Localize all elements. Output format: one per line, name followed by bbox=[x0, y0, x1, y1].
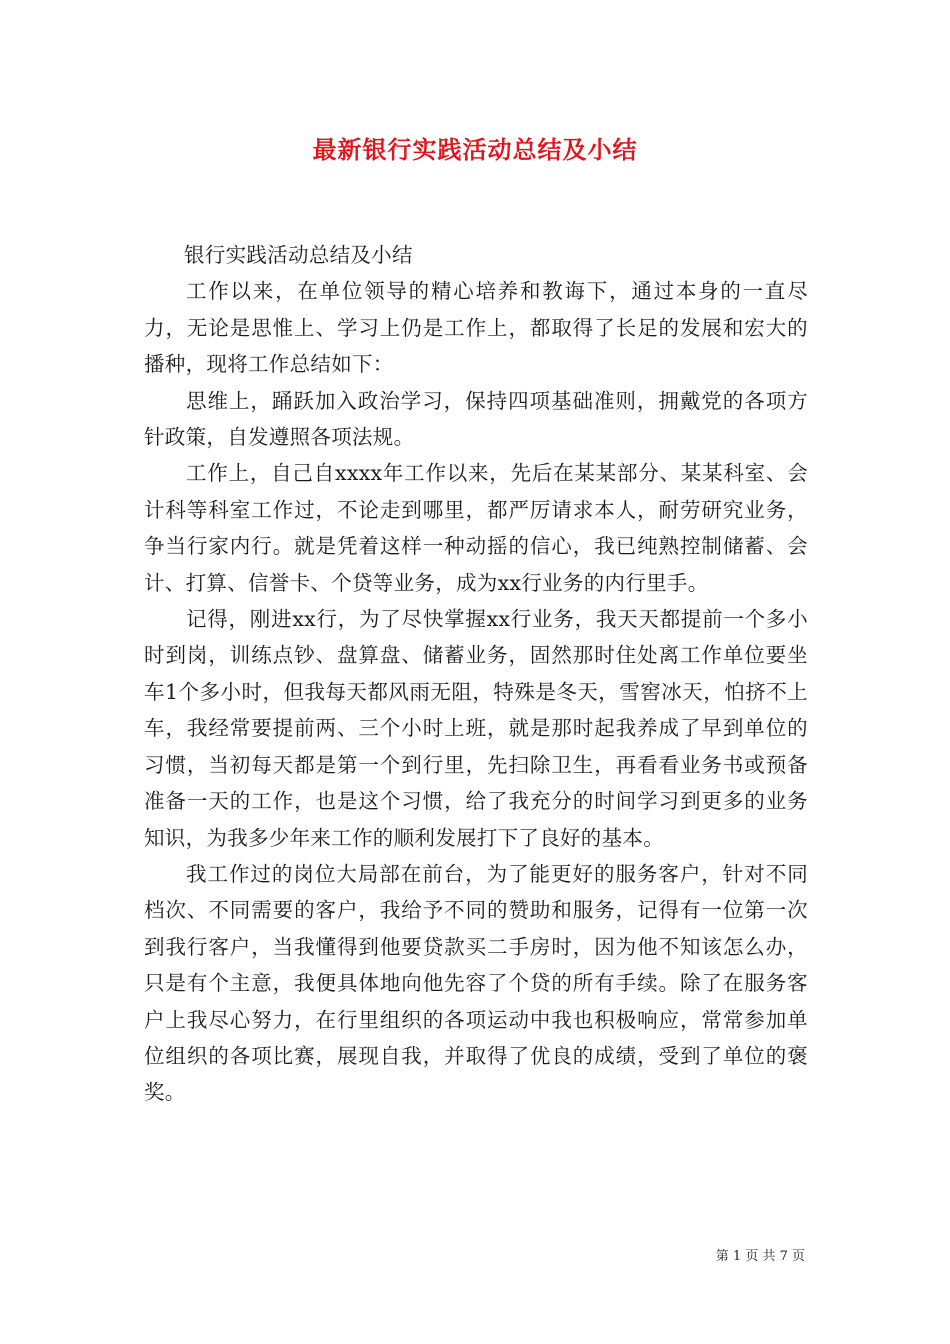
paragraph: 我工作过的岗位大局部在前台，为了能更好的服务客户，针对不同档次、不同需要的客户，我给予不同的赞助和服务，记得有一位第一次到我行客户，当我懂得到他要贷款买二手房时，因为他不知该怎么办，只是有个主意，我便具体地向他先容了个贷的所有手续。除了在服务客户上我尽心努力，在行里组织的各项运动中我也积极响应，常常参加单位组织的各项比赛，展现自我，并取得了优良的成绩，受到了单位的褒奖。 bbox=[144, 861, 808, 1105]
paragraph: 思维上，踊跃加入政治学习，保持四项基础准则，拥戴党的各项方针政策，自发遵照各项法规。 bbox=[144, 388, 808, 450]
document-body bbox=[144, 237, 808, 1111]
paragraph: 工作上，自己自xxxx年工作以来，先后在某某部分、某某科室、会计科等科室工作过，不论走到哪里，都严厉请求本人，耐劳研究业务，争当行家内行。就是凭着这样一种动摇的信心，我已纯熟控制储蓄、会计、打算、信誉卡、个贷等业务，成为xx行业务的内行里手。 bbox=[144, 461, 808, 595]
document-subtitle: 银行实践活动总结及小结 bbox=[183, 243, 413, 267]
paragraph: 工作以来，在单位领导的精心培养和教诲下，通过本身的一直尽力，无论是思惟上、学习上仍是工作上，都取得了长足的发展和宏大的播种，现将工作总结如下： bbox=[144, 279, 808, 377]
paragraph: 记得，刚进xx行，为了尽快掌握xx行业务，我天天都提前一个多小时到岗，训练点钞、盘算盘、储蓄业务，固然那时住处离工作单位要坐车1个多小时，但我每天都风雨无阻，特殊是冬天，雪窖冰天，怕挤不上车，我经常要提前两、三个小时上班，就是那时起我养成了早到单位的习惯，当初每天都是第一个到行里，先扫除卫生，再看看业务书或预备准备一天的工作，也是这个习惯，给了我充分的时间学习到更多的业务知识，为我多少年来工作的顺利发展打下了良好的基本。 bbox=[144, 607, 808, 850]
document-title: 最新银行实践活动总结及小结 bbox=[312, 135, 638, 164]
page-number: 第 1 页 共 7 页 bbox=[715, 1249, 805, 1264]
